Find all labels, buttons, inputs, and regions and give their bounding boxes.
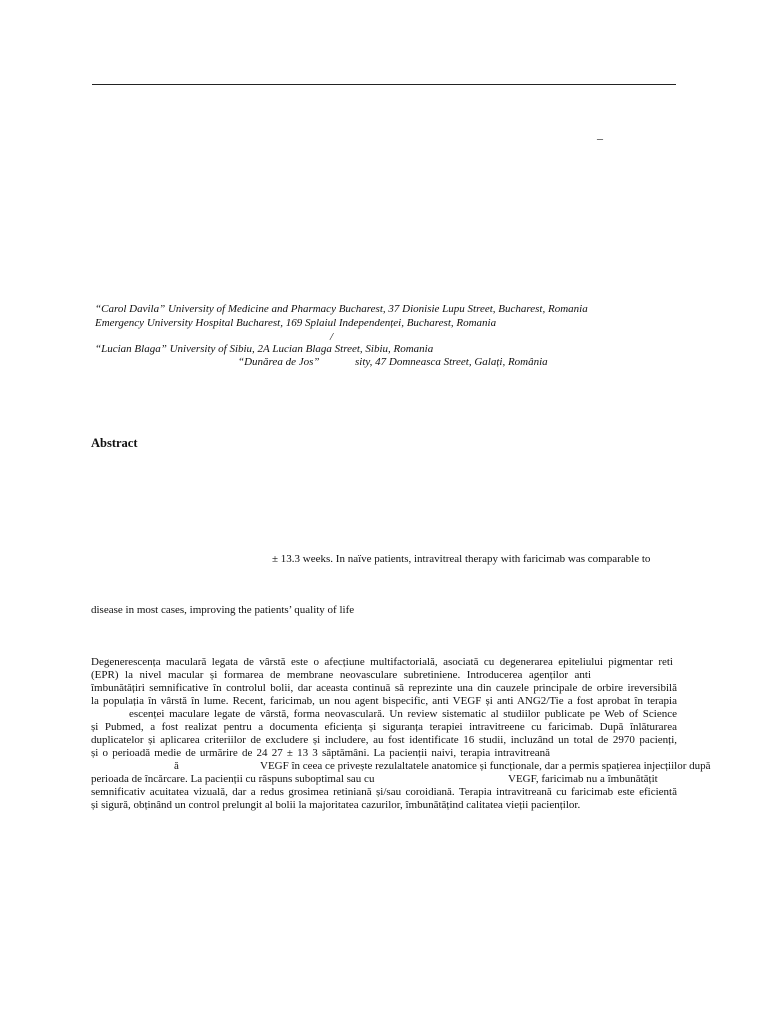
affiliation-1: “Carol Davila” University of Medicine and Pharmacy Bucharest, 37 Dionisie Lupu Street, Bucharest, Romania [95,303,588,315]
abstract-heading: Abstract [91,436,138,450]
header-dash: – [597,131,603,145]
rezumat-line-2: (EPR) la nivel macular și formarea de membrane neovasculare subretiniene. Introducerea agenților anti [91,669,591,681]
affiliation-2: Emergency University Hospital Bucharest, 169 Splaiul Independenței, Bucharest, Romania [95,317,497,329]
affiliation-separator: / [330,331,334,343]
rezumat-line-8: și o perioadă medie de urmărire de 24 27 ± 13 3 săptămâni. La pacienții naivi, terapia intravitreană [91,747,550,759]
header-rule [92,84,676,85]
affiliation-4-part-a: “Dunărea de Jos” [238,356,320,368]
rezumat-line-6: și Pubmed, a fost realizat pentru a documenta eficiența și siguranța terapiei intravitreene cu faricimab. După înlăturarea [91,721,677,733]
rezumat-line-10-part-b: VEGF, faricimab nu a îmbunătățit [508,773,658,785]
rezumat-line-10-part-a: perioada de încărcare. La pacienții cu răspuns suboptimal sau cu [91,773,375,785]
rezumat-line-3: îmbunătățiri semnificative în controlul bolii, dar aceasta continuă să reprezinte una din cauzele principale de orbire ireversibilă [91,682,677,694]
rezumat-line-9-fragment: ă [174,760,179,772]
rezumat-line-4: la populația în vârstă în lume. Recent, faricimab, un nou agent bispecific, anti VEGF și anti ANG2/Tie a fost aprobat în terapia [91,695,677,707]
rezumat-line-11: semnificativ acuitatea vizuală, dar a redus grosimea retiniană și/sau coroidiană. Terapia intravitreană cu faricimab este eficientă [91,786,677,798]
affiliation-3: “Lucian Blaga” University of Sibiu, 2A Lucian Blaga Street, Sibiu, Romania [95,343,434,355]
rezumat-line-12: și sigură, obținând un control prelungit al bolii la majoritatea cazurilor, îmbunătățind calitatea vieții pacienților. [91,799,581,811]
rezumat-line-9: VEGF în ceea ce privește rezulaltatele anatomice și funcționale, dar a permis spațierea injecțiilor după [260,760,711,772]
rezumat-line-1: Degenerescența maculară legata de vârstă este o afecțiune multifactorială, asociată cu degenerarea epiteliului pigmentar reti [91,656,673,668]
abstract-line-disease: disease in most cases, improving the patients’ quality of life [91,604,355,616]
rezumat-line-7: duplicatelor și aplicarea criteriilor de excludere și includere, au fost identificate 16 studii, incluzând un total de 2970 pacienți, [91,734,677,746]
rezumat-line-5: escenței maculare legate de vârstă, forma neovasculară. Un review sistematic al studiilor publicate pe Web of Science [129,708,677,720]
abstract-line-weeks: ± 13.3 weeks. In naïve patients, intravitreal therapy with faricimab was comparable to [272,553,651,565]
affiliation-4-part-b: sity, 47 Domneasca Street, Galați, România [355,356,548,368]
